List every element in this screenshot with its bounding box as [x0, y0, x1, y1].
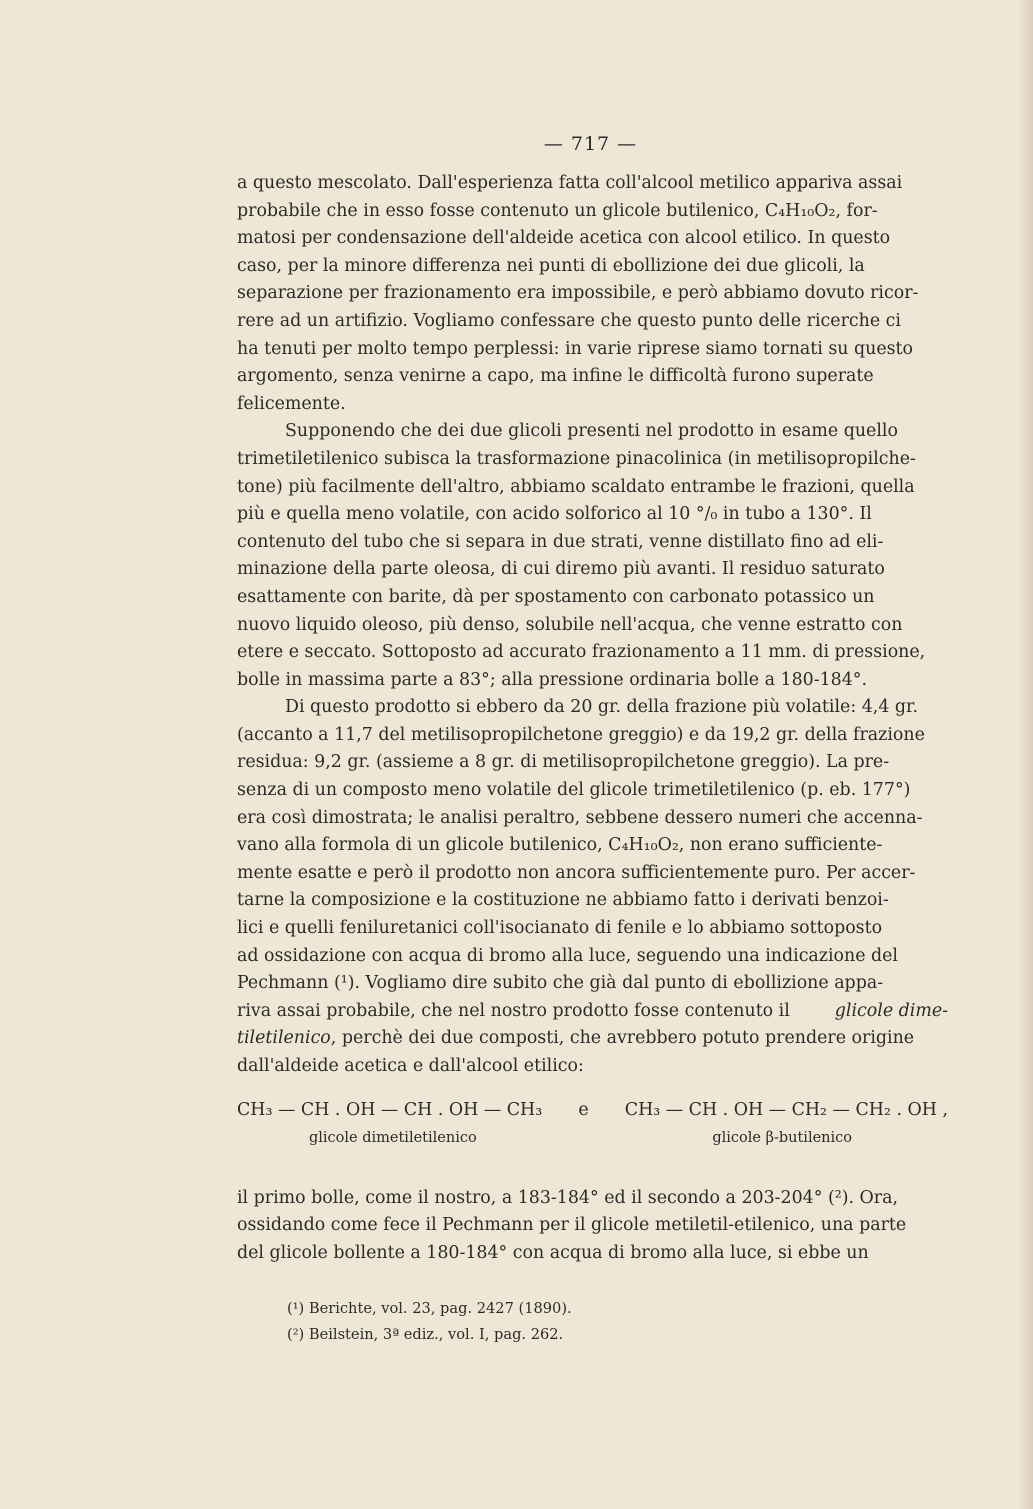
p3-line: mente esatte e però il prodotto non ancora sufficientemente puro. Per accer-	[237, 862, 916, 883]
p1-line: a questo mescolato. Dall'esperienza fatta coll'alcool metilico appariva assai	[237, 173, 903, 193]
p2-line: bolle in massima parte a 83°; alla pressione ordinaria bolle a 180-184°.	[237, 669, 867, 690]
paragraph-4	[237, 1185, 948, 1268]
p3-line: riva assai probabile, che nel nostro prodotto fosse contenuto il glicole dime-	[237, 998, 948, 1026]
formula-name-left: glicole dimetiletilenico	[309, 1129, 477, 1146]
p1-line: argomento, senza venirne a capo, ma infine le difficoltà furono superate	[237, 366, 874, 387]
body-text	[237, 170, 948, 1267]
p1-line: rere ad un artifizio. Vogliamo confessare che questo punto delle ricerche ci	[237, 310, 901, 331]
p2-line: minazione della parte oleosa, di cui diremo più avanti. Il residuo saturato	[237, 559, 885, 580]
p2-line: etere e seccato. Sottoposto ad accurato frazionamento a 11 mm. di pressione,	[237, 642, 926, 663]
page-edge	[1019, 0, 1033, 1509]
formula-names	[237, 1125, 948, 1165]
p1-line: caso, per la minore differenza nei punti di ebollizione dei due glicoli, la	[237, 255, 865, 276]
p2-line: Supponendo che dei due glicoli presenti nel prodotto in esame quello	[285, 421, 898, 442]
formula-name-right: glicole β-butilenico	[712, 1129, 852, 1146]
italic-term: tiletilenico	[237, 1028, 331, 1049]
paragraph-3	[237, 694, 948, 1025]
p3-line: ad ossidazione con acqua di bromo alla luce, seguendo una indicazione del	[237, 945, 898, 966]
p3-line: residua: 9,2 gr. (assieme a 8 gr. di metilisopropilchetone greggio). La pre-	[237, 752, 890, 773]
p3-line: vano alla formola di un glicole butilenico, C₄H₁₀O₂, non erano sufficiente-	[237, 835, 883, 856]
paragraph-3-line: dall'aldeide acetica e dall'alcool etilico:	[237, 1056, 584, 1076]
p1-line: matosi per condensazione dell'aldeide acetica con alcool etilico. In questo	[237, 228, 891, 249]
p2-line: esattamente con barite, dà per spostamento con carbonato potassico un	[237, 586, 875, 607]
formula-butilenico: CH₃ — CH . OH — CH₂ — CH₂ . OH ,	[624, 1099, 948, 1120]
p3-line: tarne la composizione e la costituzione ne abbiamo fatto i derivati benzoi-	[237, 890, 889, 911]
p2-line: tone) più facilmente dell'altro, abbiamo scaldato entrambe le frazioni, quella	[237, 476, 915, 497]
p3-line: Pechmann (¹). Vogliamo dire subito che già dal punto di ebollizione appa-	[237, 973, 884, 994]
p3-line: era così dimostrata; le analisi peraltro, sebbene dessero numeri che accenna-	[237, 807, 923, 828]
italic-term: glicole dime-	[834, 1000, 948, 1021]
p1-line: ha tenuti per molto tempo perplessi: in varie riprese siamo tornati su questo	[237, 338, 914, 359]
p1-line: separazione per frazionamento era impossibile, e però abbiamo dovuto ricor-	[237, 283, 919, 304]
footnotes	[287, 1296, 572, 1348]
footnote-2: (²) Beilstein, 3ª ediz., vol. I, pag. 262.	[287, 1326, 564, 1343]
p4-line: il primo bolle, come il nostro, a 183-184° ed il secondo a 203-204° (²). Ora,	[237, 1187, 899, 1208]
p2-line: trimetiletilenico subisca la trasformazione pinacolinica (in metilisopropilche-	[237, 448, 916, 469]
p2-line: più e quella meno volatile, con acido solforico al 10 °/₀ in tubo a 130°. Il	[237, 504, 872, 525]
paragraph-1	[237, 170, 948, 418]
paragraph-2	[237, 418, 948, 694]
p3-line: Di questo prodotto si ebbero da 20 gr. della frazione più volatile: 4,4 gr.	[285, 697, 918, 718]
p1-line: felicemente.	[237, 393, 346, 414]
p3-line: lici e quelli feniluretanici coll'isocianato di fenile e lo abbiamo sottoposto	[237, 918, 883, 939]
paragraph-3-line: tiletilenico, perchè dei due composti, che avrebbero potuto prendere origine	[237, 1028, 915, 1049]
p1-line: probabile che in esso fosse contenuto un glicole butilenico, C₄H₁₀O₂, for-	[237, 200, 878, 221]
formula-row	[237, 1097, 948, 1125]
p2-line: nuovo liquido oleoso, più denso, solubile nell'acqua, che venne estratto con	[237, 614, 903, 635]
footnote-1: (¹) Berichte, vol. 23, pag. 2427 (1890).	[287, 1300, 572, 1317]
p4-line: ossidando come fece il Pechmann per il glicole metiletil-etilenico, una parte	[237, 1215, 907, 1236]
p2-line: contenuto del tubo che si separa in due strati, venne distillato fino ad eli-	[237, 531, 884, 552]
p4-line: del glicole bollente a 180-184° con acqua di bromo alla luce, si ebbe un	[237, 1242, 869, 1263]
page-number: — 717 —	[543, 133, 638, 155]
formula-dimetiletilenico: CH₃ — CH . OH — CH . OH — CH₃	[237, 1099, 543, 1120]
p3-line: senza di un composto meno volatile del glicole trimetiletilenico (p. eb. 177°)	[237, 780, 911, 801]
formula-conjunction: e	[578, 1099, 589, 1120]
p3-line: (accanto a 11,7 del metilisopropilchetone greggio) e da 19,2 gr. della frazione	[237, 724, 925, 745]
